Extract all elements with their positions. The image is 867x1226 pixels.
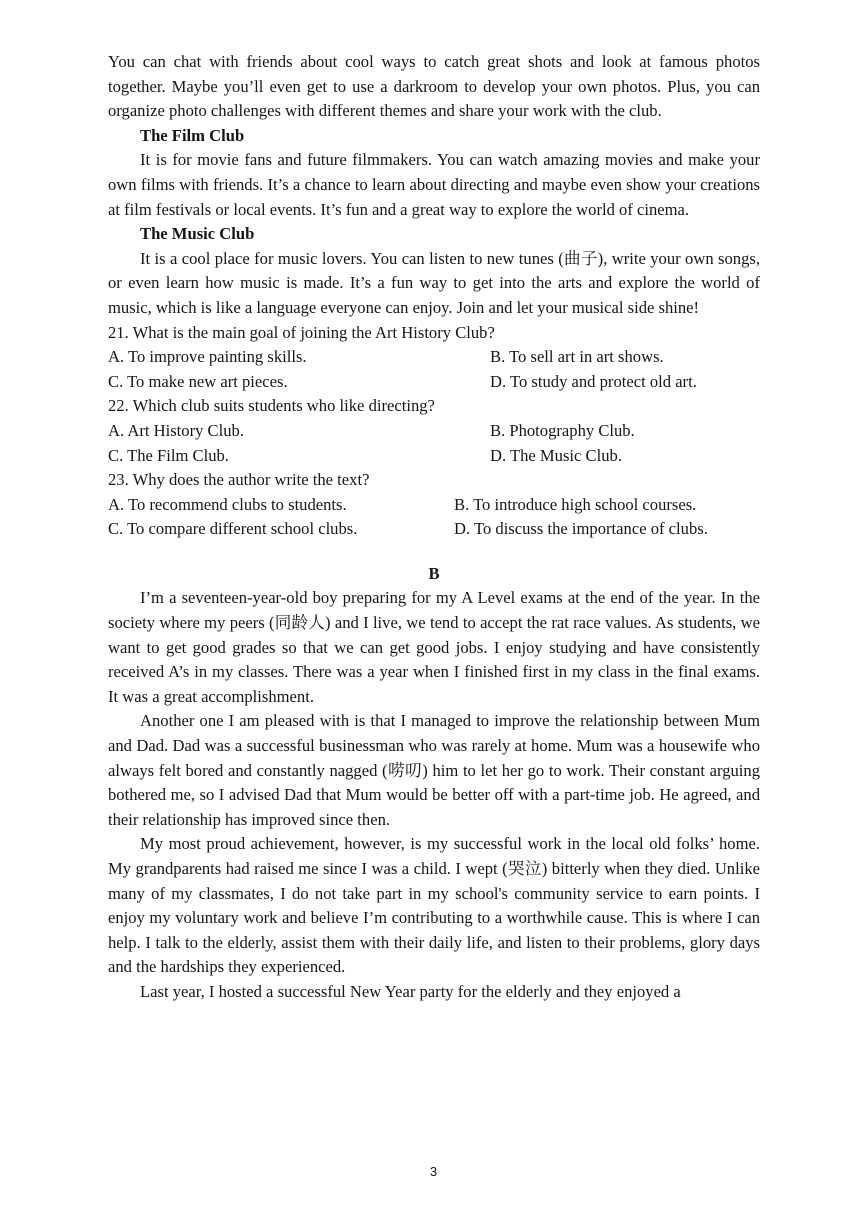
question-stem: 21. What is the main goal of joining the Art History Club? [108,322,495,342]
question-stem: 22. Which club suits students who like directing? [108,396,435,416]
option-b: B. To introduce high school courses. [454,494,697,514]
option-d: D. To discuss the importance of clubs. [454,519,708,539]
option-b: B. Photography Club. [490,420,635,440]
question-22 [108,394,760,468]
answer-options [108,493,760,542]
music-club-heading: The Music Club [140,224,255,244]
option-a: A. Art History Club. [108,420,244,440]
option-d: D. The Music Club. [490,445,622,465]
option-a: A. To recommend clubs to students. [108,494,347,514]
photo-club-paragraph: You can chat with friends about cool ways to catch great shots and look at famous photos together. Maybe you’ll even get to use a darkroom to develop your own photos. Plus, you can organize photo challenges with different themes and share your work with the club. [108,52,760,121]
question-stem: 23. Why does the author write the text? [108,470,370,490]
section-b-paragraph-4: Last year, I hosted a successful New Year party for the elderly and they enjoyed a [140,981,681,1001]
page-number: 3 [429,1164,438,1179]
option-b: B. To sell art in art shows. [490,347,664,367]
question-21 [108,321,760,395]
option-a: A. To improve painting skills. [108,347,307,367]
exam-page [108,50,760,1005]
option-c: C. The Film Club. [108,445,229,465]
question-23 [108,468,760,542]
option-c: C. To make new art pieces. [108,371,288,391]
answer-options [108,345,760,394]
section-b-title: B [428,563,440,583]
music-club-paragraph: It is a cool place for music lovers. You can listen to new tunes (曲子), write your own songs, or even learn how music is made. It’s a fun way to get into the arts and explore the world of music, which is like a language everyone can enjoy. Join and let your musical side shine! [108,248,760,317]
section-b-paragraph-3: My most proud achievement, however, is my successful work in the local old folks’ home. My grandparents had raised me since I was a child. I wept (哭泣) bitterly when they died. Unlike many of my classmates, I do not take part in my school's community service to earn points. I enjoy my voluntary work and believe I’m contributing to a worthwhile cause. This is where I can help. I talk to the elderly, assist them with their daily life, and listen to their problems, glory days and the hardships they experienced. [108,834,760,977]
option-c: C. To compare different school clubs. [108,519,358,539]
film-club-heading: The Film Club [140,125,245,145]
answer-options [108,419,760,468]
section-b-paragraph-1: I’m a seventeen-year-old boy preparing for my A Level exams at the end of the year. In the society where my peers (同龄人) and I live, we tend to accept the rat race values. As students, we want to get good grades so that we can get good jobs. I enjoy studying and have consistently received A’s in my classes. There was a year when I finished first in my class in the final exams. It was a great accomplishment. [108,588,760,706]
film-club-paragraph: It is for movie fans and future filmmakers. You can watch amazing movies and make your own films with friends. It’s a chance to learn about directing and maybe even show your creations at film festivals or local events. It’s fun and a great way to explore the world of cinema. [108,150,760,219]
section-b-paragraph-2: Another one I am pleased with is that I managed to improve the relationship between Mum and Dad. Dad was a successful businessman who was rarely at home. Mum was a housewife who always felt bored and constantly nagged (唠叨) him to let her go to work. Their constant arguing bothered me, so I advised Dad that Mum would be better off with a part-time job. He agreed, and their relationship has improved since then. [108,711,760,829]
option-d: D. To study and protect old art. [490,371,697,391]
